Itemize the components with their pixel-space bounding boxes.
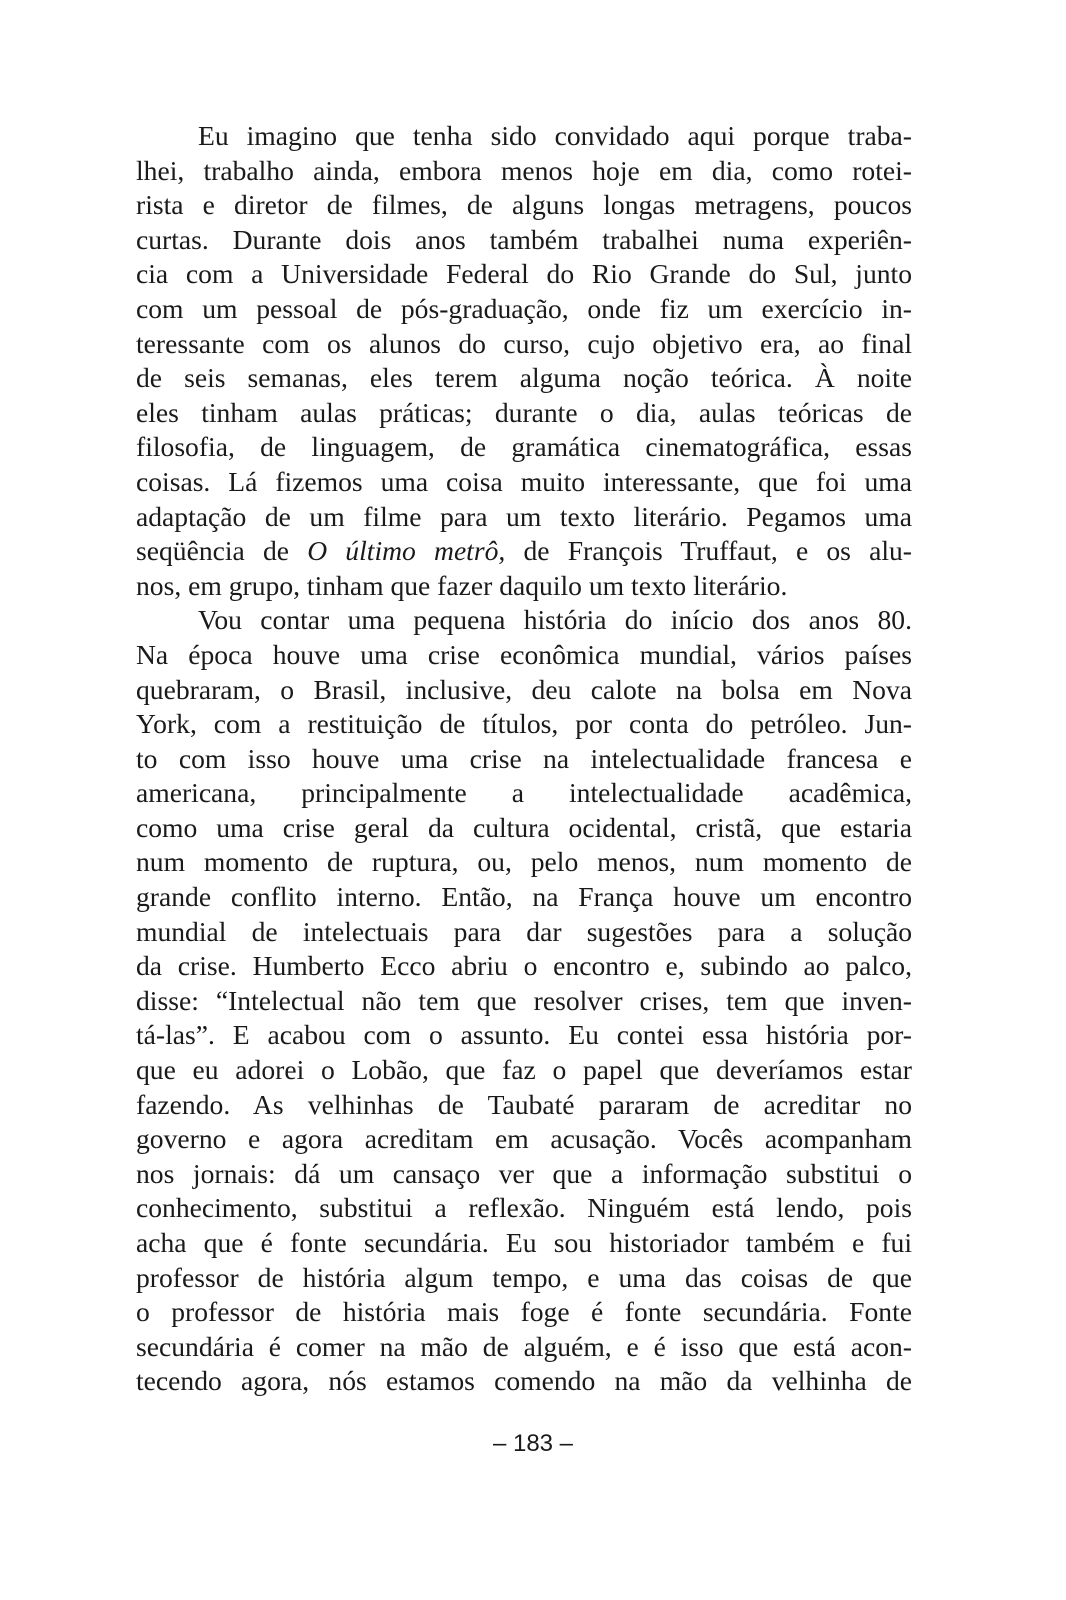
- text-line: tecendo agora, nós estamos comendo na mão da velhinha de: [136, 1365, 912, 1397]
- text-line: rista e diretor de filmes, de alguns longas metragens, poucos: [136, 189, 912, 221]
- text-line: secundária é comer na mão de alguém, e é isso que está acon-: [136, 1330, 912, 1362]
- text-line: num momento de ruptura, ou, pelo menos, num momento de: [136, 846, 912, 878]
- text-line: de seis semanas, eles terem alguma noção teórica. À noite: [136, 362, 912, 394]
- text-line: grande conflito interno. Então, na França houve um encontro: [136, 881, 912, 913]
- text-after-title: de François Truffaut, e os alu-: [505, 535, 912, 567]
- text-line-with-film-title: [136, 534, 912, 569]
- text-line: Eu imagino que tenha sido convidado aqui porque traba-: [198, 120, 912, 151]
- text-line: teressante com os alunos do curso, cujo objetivo era, ao final: [136, 327, 912, 359]
- text-line: Na época houve uma crise econômica mundial, vários países: [136, 638, 912, 670]
- text-line: York, com a restituição de títulos, por conta do petróleo. Jun-: [136, 708, 912, 740]
- text-line: governo e agora acreditam em acusação. Vocês acompanham: [136, 1123, 912, 1155]
- text-line: como uma crise geral da cultura ocidental, cristã, que estaria: [136, 811, 912, 843]
- text-line: nos, em grupo, tinham que fazer daquilo um texto literário.: [136, 569, 788, 601]
- text-line: filosofia, de linguagem, de gramática cinematográfica, essas: [136, 431, 912, 463]
- text-line: quebraram, o Brasil, inclusive, deu calote na bolsa em Nova: [136, 673, 912, 705]
- text-line: mundial de intelectuais para dar sugestões para a solução: [136, 915, 912, 947]
- text-line: coisas. Lá fizemos uma coisa muito interessante, que foi uma: [136, 465, 912, 497]
- text-line: americana, principalmente a intelectualidade acadêmica,: [136, 777, 912, 809]
- text-line: o professor de história mais foge é fonte secundária. Fonte: [136, 1296, 912, 1328]
- text-line: fazendo. As velhinhas de Taubaté pararam de acreditar no: [136, 1088, 912, 1120]
- text-line: da crise. Humberto Ecco abriu o encontro e, subindo ao palco,: [136, 950, 912, 982]
- text-line: curtas. Durante dois anos também trabalhei numa experiên-: [136, 223, 912, 255]
- text-before-title: seqüência de: [136, 535, 308, 567]
- text-line: professor de história algum tempo, e uma das coisas de que: [136, 1261, 912, 1293]
- text-line: disse: “Intelectual não tem que resolver crises, tem que inven-: [136, 984, 912, 1016]
- text-line: eles tinham aulas práticas; durante o dia, aulas teóricas de: [136, 396, 912, 428]
- paragraph-2: [136, 603, 912, 1399]
- film-title: O último metrô,: [307, 535, 506, 567]
- text-line: to com isso houve uma crise na intelectualidade francesa e: [136, 742, 912, 774]
- text-line: com um pessoal de pós-graduação, onde fiz um exercício in-: [136, 292, 912, 324]
- text-line: cia com a Universidade Federal do Rio Grande do Sul, junto: [136, 258, 912, 290]
- text-line: adaptação de um filme para um texto literário. Pegamos uma: [136, 500, 912, 532]
- text-line: que eu adorei o Lobão, que faz o papel que deveríamos estar: [136, 1054, 912, 1086]
- text-line: lhei, trabalho ainda, embora menos hoje em dia, como rotei-: [136, 154, 912, 186]
- paragraph-1: [136, 119, 912, 603]
- text-line: tá-las”. E acabou com o assunto. Eu contei essa história por-: [136, 1019, 912, 1051]
- page-number: – 183 –: [492, 1430, 574, 1457]
- text-line: acha que é fonte secundária. Eu sou historiador também e fui: [136, 1227, 912, 1258]
- text-line: nos jornais: dá um cansaço ver que a informação substitui o: [136, 1157, 912, 1189]
- page-body: [136, 119, 912, 1399]
- text-line: Vou contar uma pequena história do início dos anos 80.: [198, 604, 912, 636]
- text-line: conhecimento, substitui a reflexão. Ninguém está lendo, pois: [136, 1192, 912, 1224]
